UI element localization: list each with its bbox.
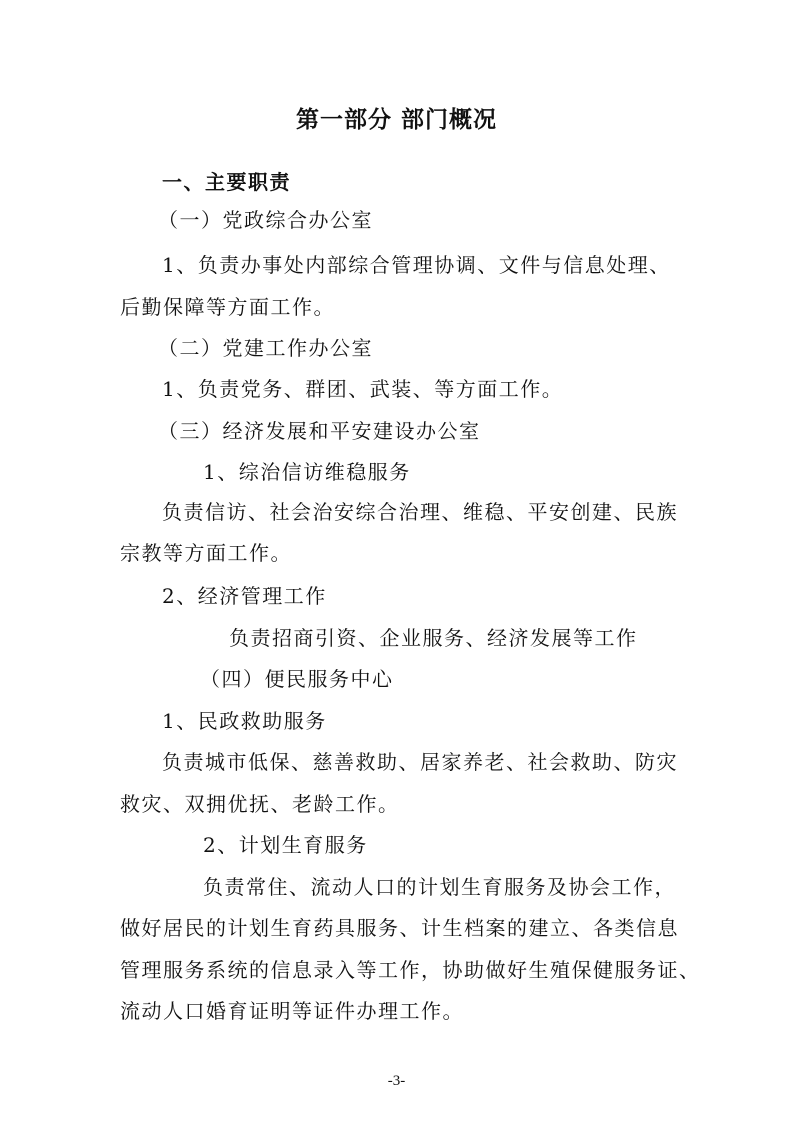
paragraph-line: 负责招商引资、企业服务、经济发展等工作 xyxy=(229,626,638,650)
item-heading: 1、综治信访维稳服务 xyxy=(203,460,411,484)
paragraph-line: 负责常住、流动人口的计划生育服务及协会工作， xyxy=(203,875,676,899)
paragraph-line: 流动人口婚育证明等证件办理工作。 xyxy=(120,999,464,1023)
paragraph-line: 宗教等方面工作。 xyxy=(120,541,292,565)
paragraph-line: 负责城市低保、慈善救助、居家养老、社会救助、防灾 xyxy=(162,750,678,774)
paragraph-line: 1、负责办事处内部综合管理协调、文件与信息处理、 xyxy=(162,253,671,277)
subsection-heading-1: （一）党政综合办公室 xyxy=(158,208,373,232)
subsection-heading-3: （三）经济发展和平安建设办公室 xyxy=(158,419,481,443)
paragraph-line: 管理服务系统的信息录入等工作，协助做好生殖保健服务证、 xyxy=(120,958,701,982)
item-heading: 2、计划生育服务 xyxy=(203,833,368,857)
subsection-heading-2: （二）党建工作办公室 xyxy=(158,336,373,360)
page-number: -3- xyxy=(387,1073,406,1089)
item-heading: 1、民政救助服务 xyxy=(162,709,327,733)
paragraph-line: 做好居民的计划生育药具服务、计生档案的建立、各类信息 xyxy=(120,916,679,940)
subsection-heading-4: （四）便民服务中心 xyxy=(200,667,394,691)
section-heading: 一、主要职责 xyxy=(162,170,291,194)
paragraph-line: 救灾、双拥优抚、老龄工作。 xyxy=(120,792,400,816)
paragraph-line: 负责信访、社会治安综合治理、维稳、平安创建、民族 xyxy=(162,500,678,524)
page-title: 第一部分 部门概况 xyxy=(295,107,497,133)
paragraph-line: 1、负责党务、群团、武装、等方面工作。 xyxy=(162,377,564,401)
paragraph-line: 后勤保障等方面工作。 xyxy=(120,295,335,319)
item-heading: 2、经济管理工作 xyxy=(162,584,327,608)
